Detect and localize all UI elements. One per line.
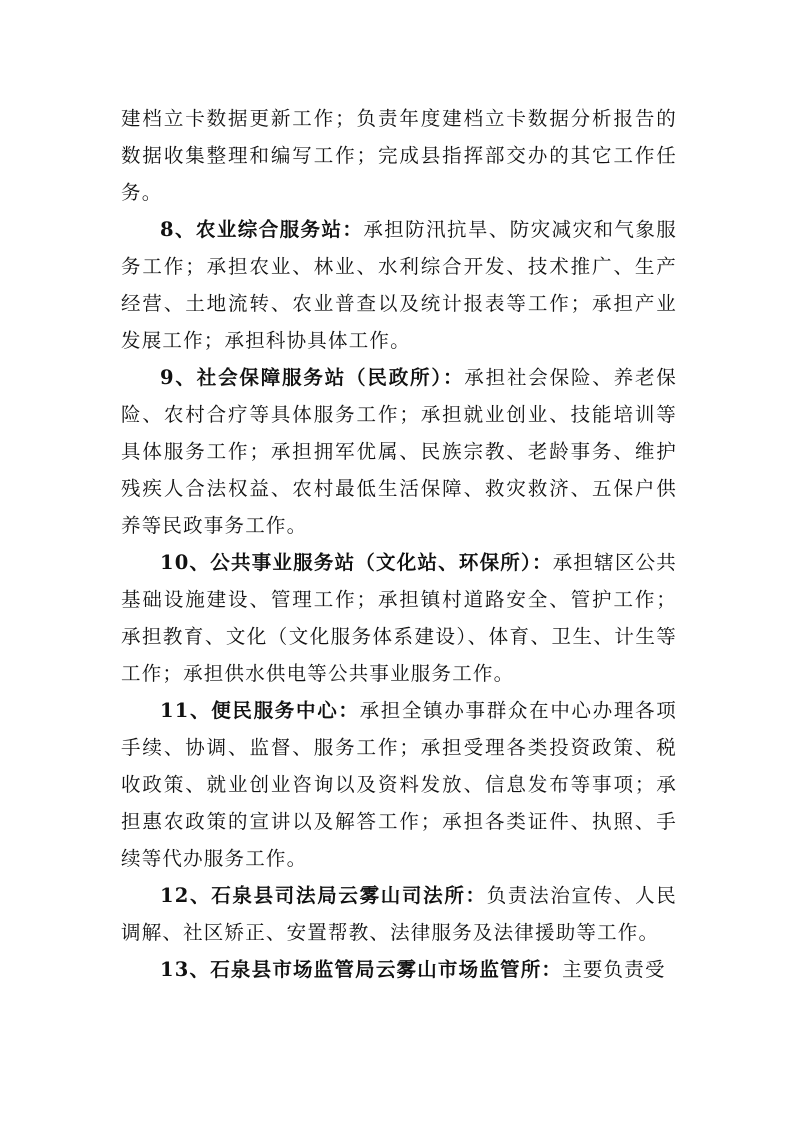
paragraph-text: 主要负责受 xyxy=(562,958,666,981)
paragraph-heading: 10、公共事业服务站（文化站、环保所）： xyxy=(160,551,553,574)
paragraph-text: 建档立卡数据更新工作；负责年度建档立卡数据分析报告的数据收集整理和编写工作；完成县指挥部交办的其它工作任务。 xyxy=(121,107,677,204)
paragraph-social-security-station xyxy=(121,359,677,544)
paragraph-heading: 8、农业综合服务站： xyxy=(160,218,364,241)
paragraph-heading: 13、石泉县市场监管局云雾山市场监管所： xyxy=(160,958,563,981)
paragraph-heading: 12、石泉县司法局云雾山司法所： xyxy=(160,884,487,907)
paragraph-text: 承担社会保险、养老保险、农村合疗等具体服务工作；承担就业创业、技能培训等具体服务工作；承担拥军优属、民族宗教、老龄事务、维护残疾人合法权益、农村最低生活保障、救灾救济、五保户供养等民政事务工作。 xyxy=(121,366,677,537)
paragraph-convenience-center xyxy=(121,692,677,877)
paragraph-text: 承担防汛抗旱、防灾减灾和气象服务工作；承担农业、林业、水利综合开发、技术推广、生产经营、土地流转、农业普查以及统计报表等工作；承担产业发展工作；承担科协具体工作。 xyxy=(121,218,677,352)
paragraph-judicial-office xyxy=(121,877,677,951)
paragraph-text: 承担辖区公共基础设施建设、管理工作；承担镇村道路安全、管护工作；承担教育、文化（文化服务体系建设）、体育、卫生、计生等工作；承担供水供电等公共事业服务工作。 xyxy=(121,551,678,685)
document-body xyxy=(121,100,677,988)
paragraph-public-service-station xyxy=(121,544,677,692)
paragraph-text: 承担全镇办事群众在中心办理各项手续、协调、监督、服务工作；承担受理各类投资政策、税收政策、就业创业咨询以及资料发放、信息发布等事项；承担惠农政策的宣讲以及解答工作；承担各类证件、执照、手续等代办服务工作。 xyxy=(121,699,677,870)
paragraph-heading: 9、社会保障服务站（民政所）： xyxy=(160,366,465,389)
paragraph-market-supervision-office xyxy=(121,951,677,988)
paragraph-text: 负责法治宣传、人民调解、社区矫正、安置帮教、法律服务及法律援助等工作。 xyxy=(121,884,677,944)
paragraph-continuation xyxy=(121,100,677,211)
paragraph-heading: 11、便民服务中心： xyxy=(160,699,360,722)
paragraph-agriculture-station xyxy=(121,211,677,359)
